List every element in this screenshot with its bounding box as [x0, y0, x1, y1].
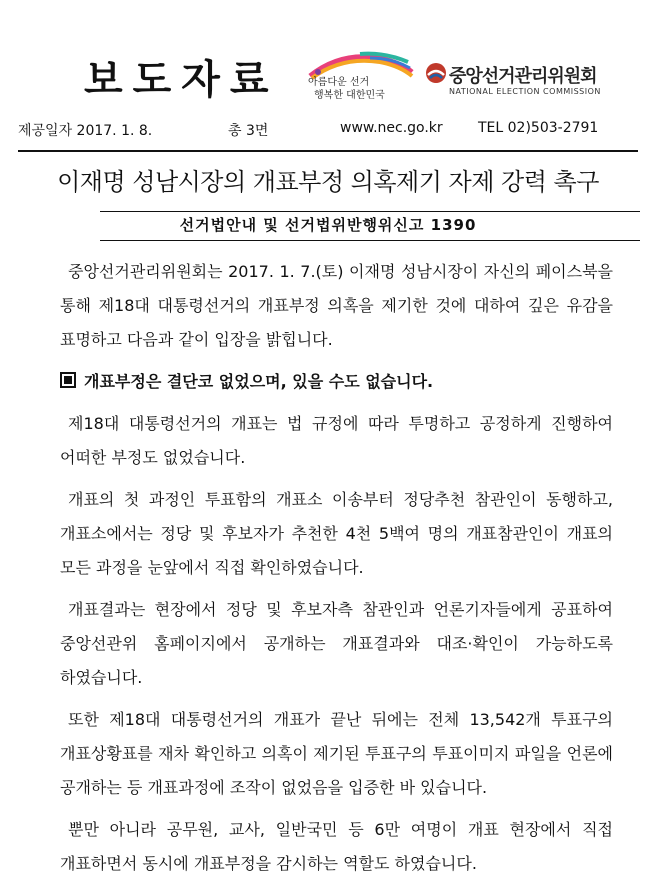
body-paragraph-4: 개표결과는 현장에서 정당 및 후보자측 참관인과 언론기자들에게 공표하여 중앙선관위 홈페이지에서 공개하는 개표결과와 대조·확인이 가능하도록 하였습니다. — [60, 600, 613, 687]
telephone: TEL 02)503-2791 — [478, 120, 599, 136]
page-count: 총 3면 — [228, 123, 269, 139]
press-body — [60, 255, 613, 889]
divider-middle — [100, 211, 640, 212]
headline: 이재명 성남시장의 개표부정 의혹제기 자제 강력 촉구 — [57, 168, 599, 196]
document-type-title: 보도자료 — [84, 57, 279, 103]
release-meta — [0, 116, 658, 144]
hotline-banner: 선거법안내 및 선거법위반행위신고 1390 — [179, 216, 477, 234]
section-heading — [60, 365, 613, 399]
release-date: 제공일자 2017. 1. 8. — [18, 123, 153, 139]
slogan-logo — [300, 56, 420, 106]
divider-top — [18, 150, 638, 152]
slogan-line-2: 행복한 대한민국 — [314, 90, 385, 101]
nec-emblem-icon — [425, 62, 447, 84]
body-paragraph-2: 제18대 대통령선거의 개표는 법 규정에 따라 투명하고 공정하게 진행하여 어떠한 부정도 없었습니다. — [60, 414, 613, 467]
org-name-korean: 중앙선거관리위원회 — [449, 66, 597, 87]
divider-bottom — [100, 240, 640, 241]
body-paragraph-5: 또한 제18대 대통령선거의 개표가 끝난 뒤에는 전체 13,542개 투표구의 개표상황표를 재차 확인하고 의혹이 제기된 투표구의 투표이미지 파일을 언론에 공개하는 등 개표과정에 조작이 없었음을 입증한 바 있습니다. — [60, 710, 613, 797]
slogan-line-1: 아름다운 선거 — [308, 77, 370, 88]
org-name-english: NATIONAL ELECTION COMMISSION — [449, 87, 601, 96]
website-link[interactable]: www.nec.go.kr — [340, 120, 443, 136]
slogan-text — [308, 76, 385, 102]
square-bullet-icon — [60, 372, 76, 388]
section-heading-text: 개표부정은 결단코 없었으며, 있을 수도 없습니다. — [84, 372, 434, 391]
body-paragraph-1: 중앙선거관리위원회는 2017. 1. 7.(토) 이재명 성남시장이 자신의 페이스북을 통해 제18대 대통령선거의 개표부정 의혹을 제기한 것에 대하여 깊은 유감을 표명하고 다음과 같이 입장을 밝힙니다. — [60, 262, 613, 349]
body-paragraph-3: 개표의 첫 과정인 투표함의 개표소 이송부터 정당추천 참관인이 동행하고, 개표소에서는 정당 및 후보자가 추천한 4천 5백여 명의 개표참관인이 개표의 모든 과정을 눈앞에서 직접 확인하였습니다. — [60, 490, 613, 577]
header — [0, 0, 658, 112]
body-paragraph-6: 뿐만 아니라 공무원, 교사, 일반국민 등 6만 여명이 개표 현장에서 직접 개표하면서 동시에 개표부정을 감시하는 역할도 하였습니다. — [60, 820, 613, 873]
nec-logo — [425, 56, 625, 106]
